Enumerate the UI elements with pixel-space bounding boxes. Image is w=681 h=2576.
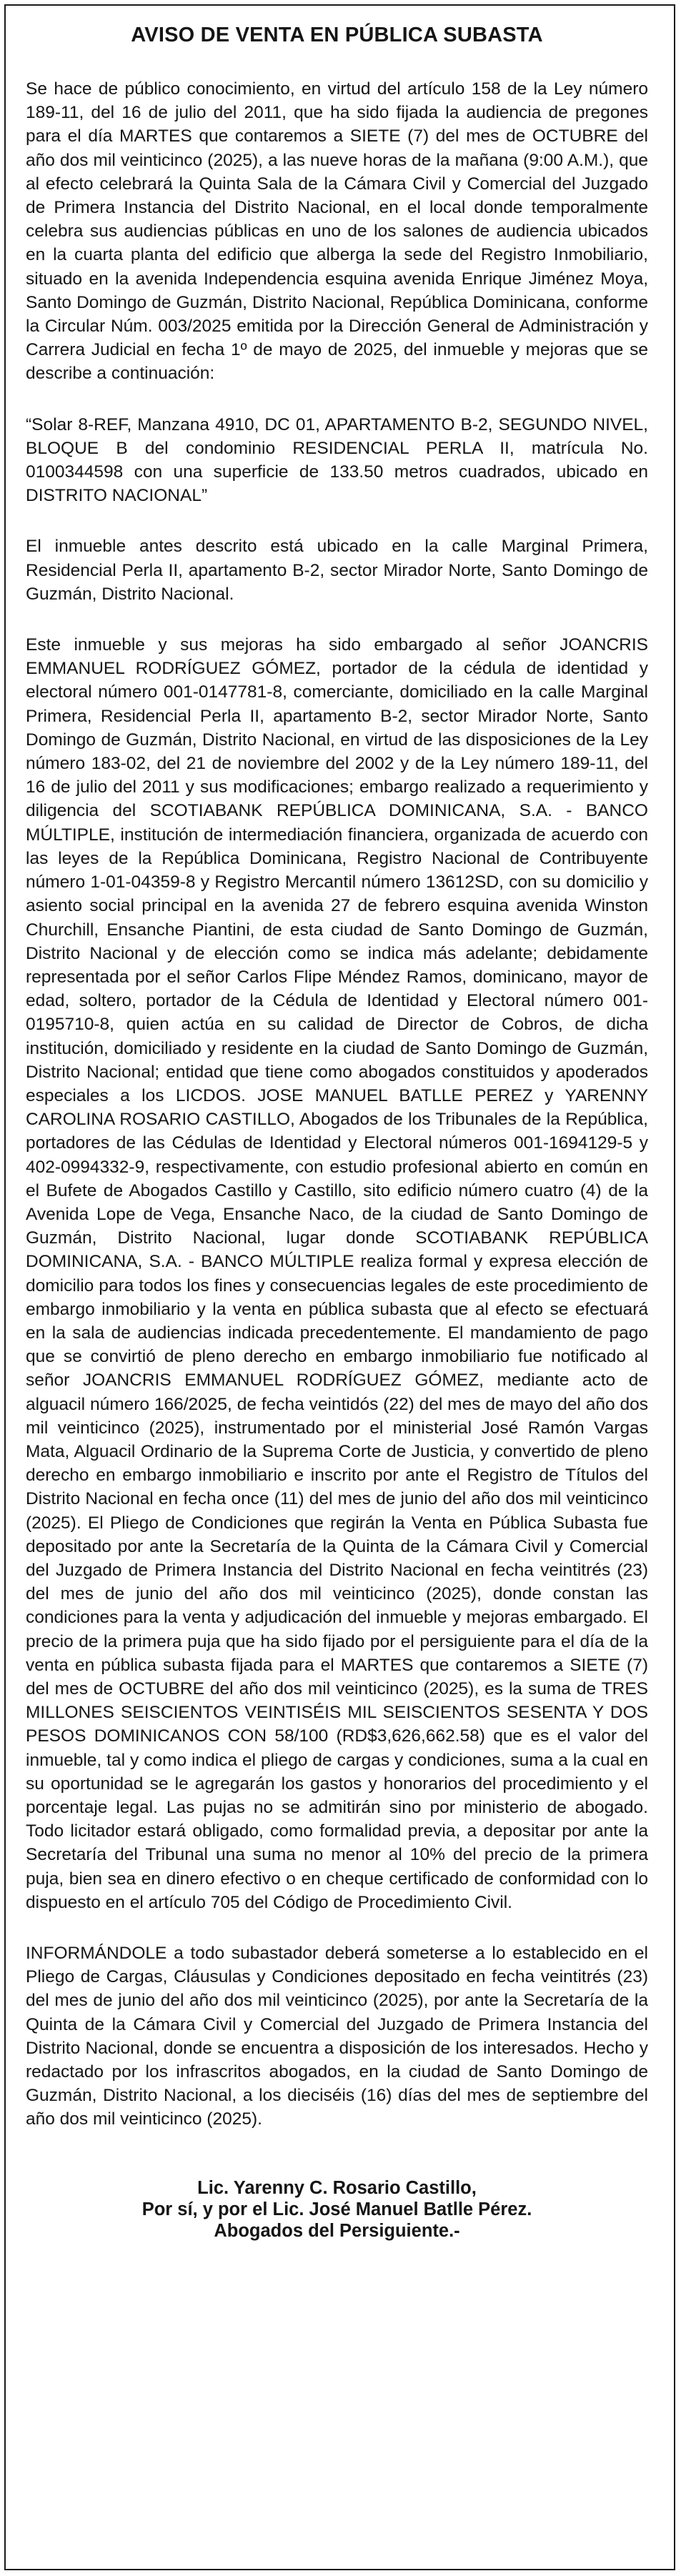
notice-title: AVISO DE VENTA EN PÚBLICA SUBASTA <box>131 24 543 46</box>
notice-paragraph-seizure-details: Este inmueble y sus mejoras ha sido embargado al señor JOANCRIS EMMANUEL RODRÍGUEZ GÓMEZ, portador de la cédula de identidad y electoral número 001-0147781-8, comerciante, domiciliado en la calle Marginal Primera, Residencial Perla II, apartamento B-2, sector Mirador Norte, Santo Domingo de Guzmán, Distrito Nacional, en virtud de las disposiciones de la Ley número 183-02, del 21 de noviembre del 2002 y de la Ley número 189-11, del 16 de julio del 2011 y sus modificaciones; embargo realizado a requerimiento y diligencia del SCOTIABANK REPÚBLICA DOMINICANA, S.A. - BANCO MÚLTIPLE, institución de intermediación financiera, organizada de acuerdo con las leyes de la República Dominicana, Registro Nacional de Contribuyente número 1-01-04359-8 y Registro Mercantil número 13612SD, con su domicilio y asiento social principal en la avenida 27 de febrero esquina avenida Winston Churchill, Ensanche Piantini, de esta ciudad de Santo Domingo de Guzmán, Distrito Nacional y de elección como se indica más adelante; debidamente representada por el señor Carlos Flipe Méndez Ramos, dominicano, mayor de edad, soltero, portador de la Cédula de Identidad y Electoral número 001-0195710-8, quien actúa en su calidad de Director de Cobros, de dicha institución, domiciliado y residente en la ciudad de Santo Domingo de Guzmán, Distrito Nacional; entidad que tiene como abogados constituidos y apoderados especiales a los LICDOS. JOSE MANUEL BATLLE PEREZ y YARENNY CAROLINA ROSARIO CASTILLO, Abogados de los Tribunales de la República, portadores de las Cédulas de Identidad y Electoral números 001-1694129-5 y 402-0994332-9, respectivamente, con estudio profesional abierto en común en el Bufete de Abogados Castillo y Castillo, sito edificio número cuatro (4) de la Avenida Lope de Vega, Ensanche Naco, de la ciudad de Santo Domingo de Guzmán, Distrito Nacional, lugar donde SCOTIABANK REPÚBLICA DOMINICANA, S.A. - BANCO MÚLTIPLE realiza formal y expresa elección de domicilio para todos los fines y consecuencias legales de este procedimiento de embargo inmobiliario y la venta en pública subasta que al efecto se efectuará en la sala de audiencias indicada precedentemente. El mandamiento de pago que se convirtió de pleno derecho en embargo inmobiliario fue notificado al señor JOANCRIS EMMANUEL RODRÍGUEZ GÓMEZ, mediante acto de alguacil número 166/2025, de fecha veintidós (22) del mes de mayo del año dos mil veinticinco (2025), instrumentado por el ministerial José Ramón Vargas Mata, Alguacil Ordinario de la Suprema Corte de Justicia, y convertido de pleno derecho en embargo inmobiliario e inscrito por ante el Registro de Títulos del Distrito Nacional en fecha once (11) del mes de junio del año dos mil veinticinco (2025). El Pliego de Condiciones que regirán la Venta en Pública Subasta fue depositado por ante la Secretaría de la Quinta de la Cámara Civil y Comercial del Juzgado de Primera Instancia del Distrito Nacional en fecha veintitrés (23) del mes de junio del año dos mil veinticinco (2025), donde constan las condiciones para la venta y adjudicación del inmueble y mejoras embargado. El precio de la primera puja que ha sido fijado por el persiguiente para el día de la venta en pública subasta fijada para el MARTES que contaremos a SIETE (7) del mes de OCTUBRE del año dos mil veinticinco (2025), es la suma de TRES MILLONES SEISCIENTOS VEINTISÉIS MIL SEISCIENTOS SESENTA Y DOS PESOS DOMINICANOS CON 58/100 (RD$3,626,662.58) que es el valor del inmueble, tal y como indica el pliego de cargas y condiciones, suma a la cual en su oportunidad se le agregarán los gastos y honorarios del procedimiento y el porcentaje legal. Las pujas no se admitirán sino por ministerio de abogado. Todo licitador estará obligado, como formalidad previa, a depositar por ante la Secretaría del Tribunal una suma no menor al 10% del precio de la primera puja, bien sea en dinero efectivo o en cheque certificado de conformidad con lo dispuesto en el artículo 705 del Código de Procedimiento Civil. <box>26 635 648 1912</box>
notice-paragraph-hearing: Se hace de público conocimiento, en virtud del artículo 158 de la Ley número 189-11, del 16 de julio del 2011, que ha sido fijada la audiencia de pregones para el día MARTES que contaremos a SIETE (7) del mes de OCTUBRE del año dos mil veinticinco (2025), a las nueve horas de la mañana (9:00 A.M.), que al efecto celebrará la Quinta Sala de la Cámara Civil y Comercial del Juzgado de Primera Instancia del Distrito Nacional, en el local donde temporalmente celebra sus audiencias públicas en uno de los salones de audiencia ubicados en la cuarta planta del edificio que alberga la sede del Registro Inmobiliario, situado en la avenida Independencia esquina avenida Enrique Jiménez Moya, Santo Domingo de Guzmán, Distrito Nacional, República Dominicana, conforme la Circular Núm. 003/2025 emitida por la Dirección General de Administración y Carrera Judicial en fecha 1º de mayo de 2025, del inmueble y mejoras que se describe a continuación: <box>26 79 648 384</box>
notice-paragraph-bidder-information: INFORMÁNDOLE a todo subastador deberá someterse a lo establecido en el Pliego de Cargas, Cláusulas y Condiciones depositado en fecha veintitrés (23) del mes de junio del año dos mil veinticinco (2025), por ante la Secretaría de la Quinta de la Cámara Civil y Comercial del Juzgado de Primera Instancia del Distrito Nacional, donde se encuentra a disposición de los interesados. Hecho y redactado por los infrascritos abogados, en la ciudad de Santo Domingo de Guzmán, Distrito Nacional, a los dieciséis (16) días del mes de septiembre del año dos mil veinticinco (2025). <box>26 1944 648 2129</box>
notice-paragraph-property-location: El inmueble antes descrito está ubicado en la calle Marginal Primera, Residencial Perla II, apartamento B-2, sector Mirador Norte, Santo Domingo de Guzmán, Distrito Nacional. <box>26 537 648 604</box>
signature-line-role: Abogados del Persiguiente.- <box>214 2220 460 2241</box>
legal-notice <box>4 4 675 2570</box>
signature-line-name: Lic. Yarenny C. Rosario Castillo, <box>197 2177 477 2198</box>
notice-paragraph-property-description: “Solar 8-REF, Manzana 4910, DC 01, APARTAMENTO B-2, SEGUNDO NIVEL, BLOQUE B del condominio RESIDENCIAL PERLA II, matrícula No. 0100344598 con una superficie de 133.50 metros cuadrados, ubicado en DISTRITO NACIONAL” <box>26 414 648 506</box>
signature-block <box>26 2177 648 2242</box>
signature-line-on-behalf: Por sí, y por el Lic. José Manuel Batlle Pérez. <box>141 2199 532 2219</box>
